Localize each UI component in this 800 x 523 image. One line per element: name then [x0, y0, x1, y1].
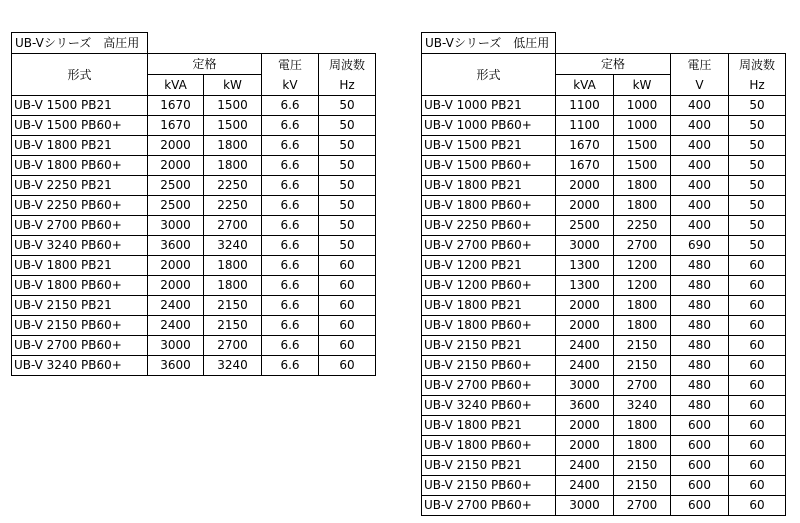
kva-cell: 1100 [556, 96, 614, 116]
kva-cell: 3000 [148, 336, 204, 356]
frequency-header [729, 54, 786, 96]
voltage-cell: 480 [671, 376, 729, 396]
kva-cell: 1670 [556, 136, 614, 156]
table-row [422, 256, 786, 276]
high-voltage-table [11, 32, 376, 376]
kw-cell: 1500 [204, 116, 262, 136]
model-cell: UB-V 2250 PB21 [12, 176, 148, 196]
kva-cell: 3000 [556, 236, 614, 256]
model-cell: UB-V 2150 PB60+ [422, 356, 556, 376]
kva-cell: 2000 [556, 296, 614, 316]
kva-cell: 1300 [556, 276, 614, 296]
kw-cell: 2700 [614, 376, 671, 396]
model-cell: UB-V 2250 PB60+ [422, 216, 556, 236]
table-row [12, 216, 376, 236]
voltage-cell: 6.6 [262, 236, 319, 256]
voltage-cell: 480 [671, 356, 729, 376]
table-row [422, 436, 786, 456]
kva-cell: 2000 [148, 276, 204, 296]
frequency-cell: 50 [319, 116, 376, 136]
kva-cell: 3000 [556, 496, 614, 516]
kva-cell: 2400 [556, 476, 614, 496]
table-row [422, 376, 786, 396]
frequency-cell: 60 [729, 316, 786, 336]
frequency-cell: 50 [729, 176, 786, 196]
frequency-cell: 60 [319, 336, 376, 356]
kva-cell: 1670 [556, 156, 614, 176]
frequency-cell: 50 [729, 156, 786, 176]
voltage-cell: 690 [671, 236, 729, 256]
frequency-cell: 60 [319, 256, 376, 276]
voltage-cell: 400 [671, 176, 729, 196]
frequency-cell: 60 [729, 296, 786, 316]
kw-cell: 2150 [204, 296, 262, 316]
table-row [12, 356, 376, 376]
table-row [422, 496, 786, 516]
kw-cell: 2250 [614, 216, 671, 236]
model-cell: UB-V 1800 PB21 [422, 416, 556, 436]
model-cell: UB-V 1500 PB21 [422, 136, 556, 156]
table-row [422, 236, 786, 256]
low-voltage-rows [422, 96, 786, 516]
frequency-cell: 60 [729, 436, 786, 456]
kva-cell: 2000 [556, 196, 614, 216]
table-row [422, 316, 786, 336]
kva-cell: 2000 [148, 136, 204, 156]
frequency-cell: 60 [729, 276, 786, 296]
frequency-cell: 50 [729, 136, 786, 156]
voltage-cell: 6.6 [262, 196, 319, 216]
model-cell: UB-V 1800 PB21 [12, 256, 148, 276]
voltage-cell: 6.6 [262, 276, 319, 296]
table-row [422, 356, 786, 376]
table-row [422, 216, 786, 236]
model-cell: UB-V 1800 PB21 [422, 176, 556, 196]
table-row [12, 256, 376, 276]
frequency-header-unit: Hz [749, 77, 765, 92]
table-row [12, 96, 376, 116]
frequency-cell: 60 [729, 256, 786, 276]
table-row [422, 336, 786, 356]
table-row [12, 196, 376, 216]
voltage-cell: 6.6 [262, 156, 319, 176]
frequency-cell: 60 [729, 336, 786, 356]
kw-cell: 1800 [204, 276, 262, 296]
kva-cell: 2000 [556, 416, 614, 436]
model-cell: UB-V 1500 PB21 [12, 96, 148, 116]
rating-header: 定格 [148, 54, 262, 75]
voltage-cell: 480 [671, 396, 729, 416]
kw-cell: 2700 [204, 216, 262, 236]
model-cell: UB-V 1200 PB21 [422, 256, 556, 276]
kva-cell: 2000 [148, 256, 204, 276]
kw-cell: 2250 [204, 196, 262, 216]
voltage-cell: 400 [671, 116, 729, 136]
table-title: UB-Vシリーズ 低圧用 [422, 33, 556, 54]
frequency-cell: 50 [319, 156, 376, 176]
voltage-cell: 400 [671, 156, 729, 176]
voltage-cell: 600 [671, 416, 729, 436]
voltage-cell: 6.6 [262, 96, 319, 116]
model-cell: UB-V 2700 PB60+ [422, 496, 556, 516]
voltage-cell: 600 [671, 436, 729, 456]
kva-cell: 3600 [556, 396, 614, 416]
kva-cell: 3600 [148, 236, 204, 256]
low-voltage-table [421, 32, 786, 516]
voltage-cell: 480 [671, 296, 729, 316]
high-voltage-rows [12, 96, 376, 376]
kw-cell: 1800 [614, 196, 671, 216]
kw-cell: 2150 [614, 336, 671, 356]
voltage-cell: 400 [671, 96, 729, 116]
model-cell: UB-V 3240 PB60+ [422, 396, 556, 416]
kw-cell: 2700 [614, 236, 671, 256]
model-cell: UB-V 1800 PB60+ [422, 316, 556, 336]
model-cell: UB-V 1800 PB60+ [12, 156, 148, 176]
table-row [422, 96, 786, 116]
kw-cell: 2700 [614, 496, 671, 516]
table-row [12, 336, 376, 356]
model-cell: UB-V 2150 PB21 [422, 336, 556, 356]
model-cell: UB-V 2700 PB60+ [12, 216, 148, 236]
kw-cell: 1800 [204, 136, 262, 156]
frequency-cell: 50 [319, 236, 376, 256]
frequency-cell: 50 [729, 236, 786, 256]
voltage-cell: 6.6 [262, 176, 319, 196]
kva-header: kVA [148, 75, 204, 96]
kva-cell: 3600 [148, 356, 204, 376]
frequency-cell: 50 [319, 176, 376, 196]
frequency-cell: 50 [729, 196, 786, 216]
kw-cell: 2700 [204, 336, 262, 356]
kw-cell: 2150 [614, 456, 671, 476]
voltage-cell: 6.6 [262, 336, 319, 356]
kw-cell: 1500 [614, 136, 671, 156]
model-cell: UB-V 2700 PB60+ [12, 336, 148, 356]
kw-cell: 2150 [614, 476, 671, 496]
kw-cell: 3240 [614, 396, 671, 416]
kva-cell: 2000 [556, 176, 614, 196]
kva-cell: 2500 [148, 196, 204, 216]
kw-cell: 1200 [614, 256, 671, 276]
kw-cell: 1800 [614, 436, 671, 456]
kw-cell: 1800 [204, 256, 262, 276]
kw-cell: 3240 [204, 356, 262, 376]
kva-cell: 2000 [148, 156, 204, 176]
voltage-cell: 6.6 [262, 256, 319, 276]
kva-cell: 2400 [148, 316, 204, 336]
voltage-cell: 480 [671, 316, 729, 336]
model-cell: UB-V 3240 PB60+ [12, 236, 148, 256]
kva-cell: 1670 [148, 96, 204, 116]
kva-cell: 2400 [556, 456, 614, 476]
voltage-cell: 400 [671, 136, 729, 156]
frequency-cell: 60 [319, 356, 376, 376]
model-cell: UB-V 2700 PB60+ [422, 236, 556, 256]
kw-cell: 1500 [614, 156, 671, 176]
frequency-header-label: 周波数 [738, 57, 775, 72]
kva-cell: 1300 [556, 256, 614, 276]
table-row [422, 276, 786, 296]
model-cell: UB-V 2150 PB21 [12, 296, 148, 316]
kw-cell: 3240 [204, 236, 262, 256]
table-row [12, 316, 376, 336]
kw-cell: 1000 [614, 96, 671, 116]
frequency-cell: 60 [729, 356, 786, 376]
kw-cell: 1200 [614, 276, 671, 296]
kva-cell: 1670 [148, 116, 204, 136]
kw-cell: 2150 [204, 316, 262, 336]
model-cell: UB-V 1800 PB60+ [422, 436, 556, 456]
kva-cell: 1100 [556, 116, 614, 136]
model-cell: UB-V 2700 PB60+ [422, 376, 556, 396]
model-cell: UB-V 2150 PB21 [422, 456, 556, 476]
voltage-cell: 6.6 [262, 136, 319, 156]
model-header: 形式 [12, 54, 148, 96]
voltage-cell: 6.6 [262, 356, 319, 376]
table-row [12, 176, 376, 196]
kva-cell: 2500 [148, 176, 204, 196]
frequency-cell: 60 [729, 456, 786, 476]
kw-cell: 1800 [614, 176, 671, 196]
frequency-cell: 50 [729, 116, 786, 136]
model-cell: UB-V 1500 PB60+ [12, 116, 148, 136]
kva-cell: 2400 [148, 296, 204, 316]
frequency-cell: 50 [729, 216, 786, 236]
table-row [12, 236, 376, 256]
frequency-cell: 50 [319, 96, 376, 116]
kva-cell: 2000 [556, 316, 614, 336]
model-cell: UB-V 1800 PB60+ [12, 276, 148, 296]
frequency-cell: 60 [729, 396, 786, 416]
rating-header: 定格 [556, 54, 671, 75]
table-row [12, 156, 376, 176]
kw-cell: 1800 [614, 416, 671, 436]
voltage-cell: 600 [671, 496, 729, 516]
kw-cell: 2250 [204, 176, 262, 196]
voltage-header [262, 54, 319, 96]
kw-cell: 1800 [204, 156, 262, 176]
voltage-cell: 400 [671, 216, 729, 236]
voltage-cell: 480 [671, 336, 729, 356]
table-row [422, 396, 786, 416]
model-cell: UB-V 1000 PB21 [422, 96, 556, 116]
kva-cell: 3000 [148, 216, 204, 236]
model-cell: UB-V 1000 PB60+ [422, 116, 556, 136]
model-cell: UB-V 1800 PB60+ [422, 196, 556, 216]
title-spacer [556, 33, 786, 54]
table-row [422, 116, 786, 136]
voltage-cell: 6.6 [262, 216, 319, 236]
model-cell: UB-V 1500 PB60+ [422, 156, 556, 176]
model-cell: UB-V 3240 PB60+ [12, 356, 148, 376]
frequency-cell: 50 [319, 196, 376, 216]
kva-cell: 2400 [556, 336, 614, 356]
frequency-header [319, 54, 376, 96]
kw-cell: 1800 [614, 296, 671, 316]
frequency-cell: 50 [729, 96, 786, 116]
table-row [422, 156, 786, 176]
voltage-header-label: 電圧 [277, 57, 302, 72]
voltage-cell: 480 [671, 256, 729, 276]
table-row [12, 276, 376, 296]
kw-cell: 1500 [204, 96, 262, 116]
title-spacer [148, 33, 376, 54]
table-row [422, 196, 786, 216]
voltage-header [671, 54, 729, 96]
model-cell: UB-V 2150 PB60+ [12, 316, 148, 336]
table-row [422, 176, 786, 196]
kva-header: kVA [556, 75, 614, 96]
kw-header: kW [614, 75, 671, 96]
table-row [422, 456, 786, 476]
model-cell: UB-V 1800 PB21 [422, 296, 556, 316]
model-cell: UB-V 2150 PB60+ [422, 476, 556, 496]
voltage-header-unit: V [695, 77, 704, 92]
frequency-header-unit: Hz [339, 77, 355, 92]
kva-cell: 2400 [556, 356, 614, 376]
frequency-cell: 50 [319, 216, 376, 236]
table-row [422, 296, 786, 316]
voltage-cell: 6.6 [262, 296, 319, 316]
frequency-cell: 50 [319, 136, 376, 156]
frequency-cell: 60 [729, 496, 786, 516]
kw-cell: 1000 [614, 116, 671, 136]
frequency-cell: 60 [319, 276, 376, 296]
model-cell: UB-V 1800 PB21 [12, 136, 148, 156]
table-row [422, 476, 786, 496]
model-cell: UB-V 1200 PB60+ [422, 276, 556, 296]
kw-header: kW [204, 75, 262, 96]
voltage-cell: 600 [671, 476, 729, 496]
voltage-cell: 6.6 [262, 316, 319, 336]
voltage-cell: 6.6 [262, 116, 319, 136]
kw-cell: 1800 [614, 316, 671, 336]
voltage-header-label: 電圧 [687, 57, 712, 72]
frequency-cell: 60 [319, 316, 376, 336]
table-row [422, 416, 786, 436]
frequency-header-label: 周波数 [328, 57, 365, 72]
kva-cell: 2000 [556, 436, 614, 456]
table-row [12, 136, 376, 156]
voltage-cell: 600 [671, 456, 729, 476]
table-row [422, 136, 786, 156]
voltage-cell: 400 [671, 196, 729, 216]
table-row [12, 296, 376, 316]
frequency-cell: 60 [729, 476, 786, 496]
voltage-cell: 480 [671, 276, 729, 296]
kva-cell: 2500 [556, 216, 614, 236]
frequency-cell: 60 [729, 416, 786, 436]
kw-cell: 2150 [614, 356, 671, 376]
table-row [12, 116, 376, 136]
voltage-header-unit: kV [282, 77, 298, 92]
frequency-cell: 60 [729, 376, 786, 396]
table-title: UB-Vシリーズ 高圧用 [12, 33, 148, 54]
model-header: 形式 [422, 54, 556, 96]
model-cell: UB-V 2250 PB60+ [12, 196, 148, 216]
kva-cell: 3000 [556, 376, 614, 396]
frequency-cell: 60 [319, 296, 376, 316]
